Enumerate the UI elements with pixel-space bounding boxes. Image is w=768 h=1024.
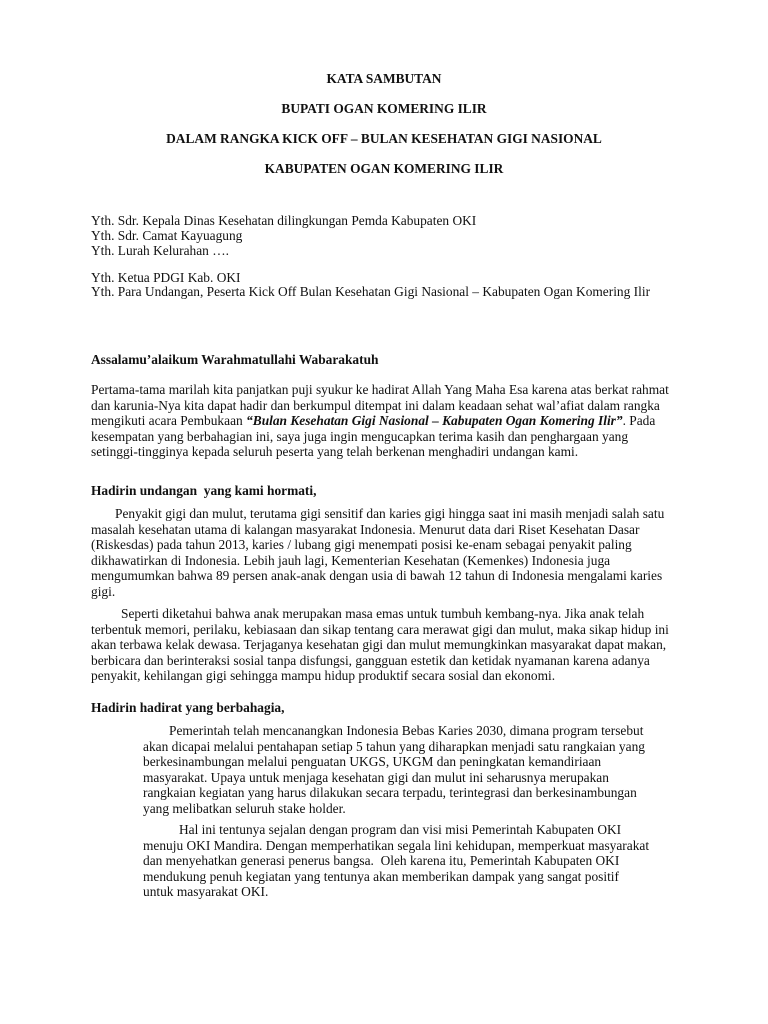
heading-subtitle: BUPATI OGAN KOMERING ILIR — [281, 101, 487, 116]
addressee-line: Yth. Lurah Kelurahan …. — [91, 243, 229, 258]
addressee-line: Yth. Sdr. Camat Kayuagung — [91, 228, 243, 243]
body-paragraph: Penyakit gigi dan mulut, terutama gigi sensitif dan karies gigi hingga saat ini masih menjadi salah satu masalah kesehatan utama di kalangan masyarakat Indonesia. Menurut data dari Riset Kesehatan Dasar (Riskesdas) pada tahun 2013, karies / lubang gigi menempati posisi ke-enam sebagai penyakit paling dikhawatirkan di Indonesia. Lebih jauh lagi, Kementerian Kesehatan (Kemenkes) Indonesia juga mengumumkan bahwa 89 persen anak-anak dengan usia di bawah 12 tahun di Indonesia mengalami karies gigi. — [91, 506, 665, 599]
intro-paragraph — [91, 382, 675, 460]
addressee-line: Yth. Sdr. Kepala Dinas Kesehatan dilingkungan Pemda Kabupaten OKI — [91, 213, 477, 228]
greeting: Assalamu’alaikum Warahmatullahi Wabarakatuh — [91, 352, 379, 367]
heading-region: KABUPATEN OGAN KOMERING ILIR — [264, 161, 504, 176]
intro-text-start: Pertama-tama marilah kita panjatkan puji syukur ke hadirat Allah Yang Maha Esa karena atas berkat rahmat dan karunia-Nya kita dapat hadir dan berkumpul ditempat ini dalam keadaan sehat wal’afiat dalam rangka mengikuti acara Pembukaan — [91, 382, 669, 429]
addressee-line: Yth. Ketua PDGI Kab. OKI — [91, 270, 241, 285]
heading-event: DALAM RANGKA KICK OFF – BULAN KESEHATAN GIGI NASIONAL — [166, 131, 602, 146]
body-paragraph: Hal ini tentunya sejalan dengan program dan visi misi Pemerintah Kabupaten OKI menuju OKI Mandira. Dengan memperhatikan segala lini kehidupan, memperkuat masyarakat dan menyehatkan generasi penerus bangsa. Oleh karena itu, Pemerintah Kabupaten OKI mendukung penuh kegiatan yang tentunya akan memberikan dampak yang sangat positif untuk masyarakat OKI. — [143, 822, 653, 900]
section-heading: Hadirin undangan yang kami hormati, — [91, 483, 317, 498]
event-name-emphasis: “Bulan Kesehatan Gigi Nasional – Kabupaten Ogan Komering Ilir” — [246, 413, 623, 429]
addressee-line: Yth. Para Undangan, Peserta Kick Off Bulan Kesehatan Gigi Nasional – Kabupaten Ogan Komering Ilir — [91, 284, 651, 299]
body-paragraph: Pemerintah telah mencanangkan Indonesia Bebas Karies 2030, dimana program tersebut akan dicapai melalui pentahapan setiap 5 tahun yang diharapkan menjadi satu rangkaian yang berkesinambungan melalui penguatan UKGS, UKGM dan peningkatan kemandiriaan masyarakat. Upaya untuk menjaga kesehatan gigi dan mulut ini seharusnya merupakan rangkaian kegiatan yang harus dilakukan secara terpadu, terintegrasi dan berkesinambungan yang melibatkan seluruh stake holder. — [143, 723, 645, 816]
body-paragraph: Seperti diketahui bahwa anak merupakan masa emas untuk tumbuh kembang-nya. Jika anak telah terbentuk memori, perilaku, kebiasaan dan sikap tentang cara merawat gigi dan mulut, maka sikap hidup ini akan terbawa kelak dewasa. Terjaganya kesehatan gigi dan mulut memungkinkan masyarakat dapat makan, berbicara dan berinteraksi sosial tanpa disfungsi, gangguan estetik dan ketidak nyamanan karena adanya penyakit, kehilangan gigi sehingga mampu hidup produktif secara sosial dan ekonomi. — [91, 606, 669, 684]
section-heading: Hadirin hadirat yang berbahagia, — [91, 700, 285, 715]
intro-text-end: . Pada kesempatan yang berbahagian ini, saya juga ingin mengucapkan terima kasih dan penghargaan yang setinggi-tingginya kepada seluruh peserta yang telah berkenan menghadiri undangan kami. — [91, 413, 656, 460]
heading-title: KATA SAMBUTAN — [326, 71, 442, 86]
